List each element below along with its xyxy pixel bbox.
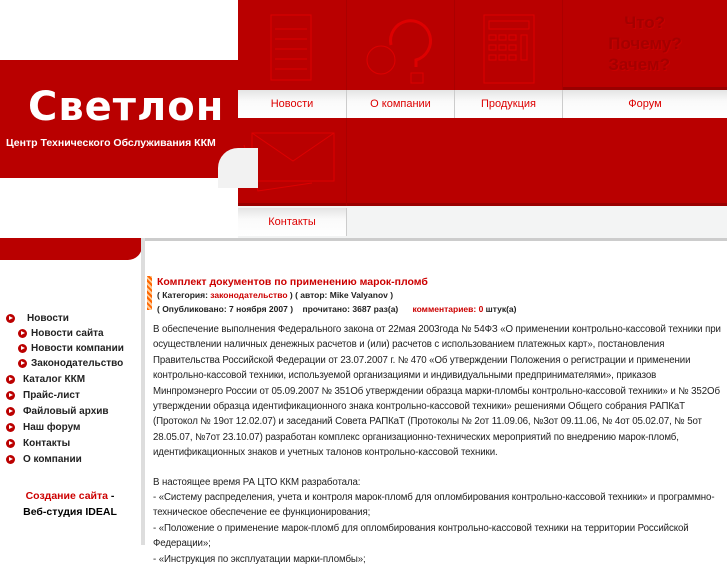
logo-curve (218, 148, 258, 188)
why-text: Зачем? (608, 55, 670, 74)
article-paragraph: В настоящее время РА ЦТО ККМ разработала: (153, 476, 361, 488)
arrow-bullet-icon (6, 314, 15, 323)
sidebar-item-news[interactable] (0, 310, 140, 326)
article-author: ) ( автор: Mike Valyanov ) (287, 290, 394, 300)
article-list-item: - «Систему распределения, учета и контроля марок-пломб для опломбирования контрольно-кассовой техники» и программно-техническое обеспечение ее функционирования; (153, 492, 715, 519)
sidebar-item-about[interactable] (0, 451, 140, 467)
comments-link[interactable]: комментариев: 0 (412, 304, 484, 314)
article-title: Комплект документов по применению марок-пломб (157, 276, 428, 288)
calculator-icon (455, 0, 563, 90)
nav-products[interactable]: Продукция (455, 90, 563, 118)
sidebar-menu (0, 310, 140, 467)
article-list-item: - «Положение о применение марок-пломб для опломбирования контрольно-кассовой техники на территории Российской Федерации»; (153, 522, 689, 550)
article-category (157, 288, 723, 302)
nav-contacts[interactable]: Контакты (238, 208, 347, 236)
sidebar-item-label: Законодательство (31, 358, 124, 369)
tagline: Центр Технического Обслуживания ККМ (6, 137, 216, 149)
sidebar-item-forum[interactable] (0, 419, 140, 435)
article (153, 276, 723, 567)
sidebar-item-site-news[interactable] (0, 326, 140, 341)
sidebar-top-bar (0, 238, 142, 260)
sidebar-item-file-archive[interactable] (0, 403, 140, 419)
sidebar-item-label: Новости компании (31, 343, 124, 354)
sidebar-item-label: Контакты (23, 437, 71, 449)
credit-dash: - (107, 490, 115, 502)
top-navigation (238, 0, 727, 240)
nav-red-band (238, 118, 727, 206)
arrow-bullet-icon (6, 375, 15, 384)
arrow-bullet-icon (6, 455, 15, 464)
sidebar-item-catalog[interactable] (0, 371, 140, 387)
arrow-bullet-icon (6, 391, 15, 400)
nav-forum[interactable]: Форум (563, 90, 727, 118)
question-icon (347, 0, 455, 90)
sidebar-item-contacts[interactable] (0, 435, 140, 451)
sidebar-item-label: Новости (27, 312, 69, 324)
nav-about[interactable]: О компании (347, 90, 455, 118)
sidebar-item-label: Каталог ККМ (23, 373, 86, 385)
sidebar-item-label: Прайс-лист (23, 389, 80, 401)
document-icon (238, 0, 347, 90)
sidebar-item-legislation[interactable] (0, 356, 140, 371)
studio-name[interactable]: Веб-студия IDEAL (23, 506, 117, 518)
comments-suffix: штук(а) (483, 304, 517, 314)
category-link[interactable]: законодательство (210, 290, 288, 300)
sidebar-item-label: Новости сайта (31, 328, 104, 339)
category-label: ( Категория: (157, 290, 211, 300)
article-list-item: - «Инструкция по эксплуатации марки-пломбы»; (153, 553, 366, 565)
why-text: Что? (624, 13, 666, 32)
credit (0, 488, 140, 520)
sidebar-item-label: Файловый архив (23, 405, 109, 417)
article-published: ( Опубликовано: 7 ноября 2007 ) прочитано: 3687 раз(а) (157, 304, 399, 314)
why-banner (563, 0, 727, 90)
title-accent-bar (147, 276, 152, 310)
article-paragraph: В обеспечение выполнения Федерального закона от 22мая 2003года № 54ФЗ «О применении контрольно-кассовой техники при осуществлении наличных денежных расчетов и (или) расчетов с использованием платежных карт», постановления Правительства Российской Федерации от 23.07.2007 г. № 470 «Об утверждении Положения о регистрации и применении контрольно-кассовой техники, используемой организациями и индивидуальными предпринимателями», приказов Минпромэнерго России от 05.09.2007 № 351Об утверждении образца марки-пломбы контрольно-кассовой техники» и № 352Об утверждении образца идентификационного знака контрольно-кассовой техники» решениями Общего собрания РАПКаТ (Протокол № 19от 12.02.07) и заседаний Совета РАПКаТ (Протоколы № 2от 11.09.06, №3от 09.11.06, № 4от 05.02.07, № 5от 28.05.07, №7от 23.10.07) разработан комплекс организационно-технических мероприятий по внедрению марок-пломб, идентификационных знаков и учетных талонов контрольно-кассовой техники. (153, 324, 721, 459)
sidebar-divider (141, 238, 145, 545)
sidebar-item-label: Наш форум (23, 421, 81, 433)
arrow-bullet-icon (18, 359, 27, 368)
arrow-bullet-icon (6, 423, 15, 432)
why-text: Почему? (608, 34, 682, 53)
sidebar-item-label: О компании (23, 453, 82, 465)
arrow-bullet-icon (18, 344, 27, 353)
arrow-bullet-icon (6, 407, 15, 416)
arrow-bullet-icon (18, 329, 27, 338)
arrow-bullet-icon (6, 439, 15, 448)
article-stats (157, 302, 723, 316)
site-logo[interactable]: Светлон (28, 84, 225, 130)
site-creation-link[interactable]: Создание сайта (25, 490, 108, 502)
sidebar-item-price-list[interactable] (0, 387, 140, 403)
divider (145, 238, 727, 241)
nav-news[interactable]: Новости (238, 90, 347, 118)
sidebar-item-company-news[interactable] (0, 341, 140, 356)
